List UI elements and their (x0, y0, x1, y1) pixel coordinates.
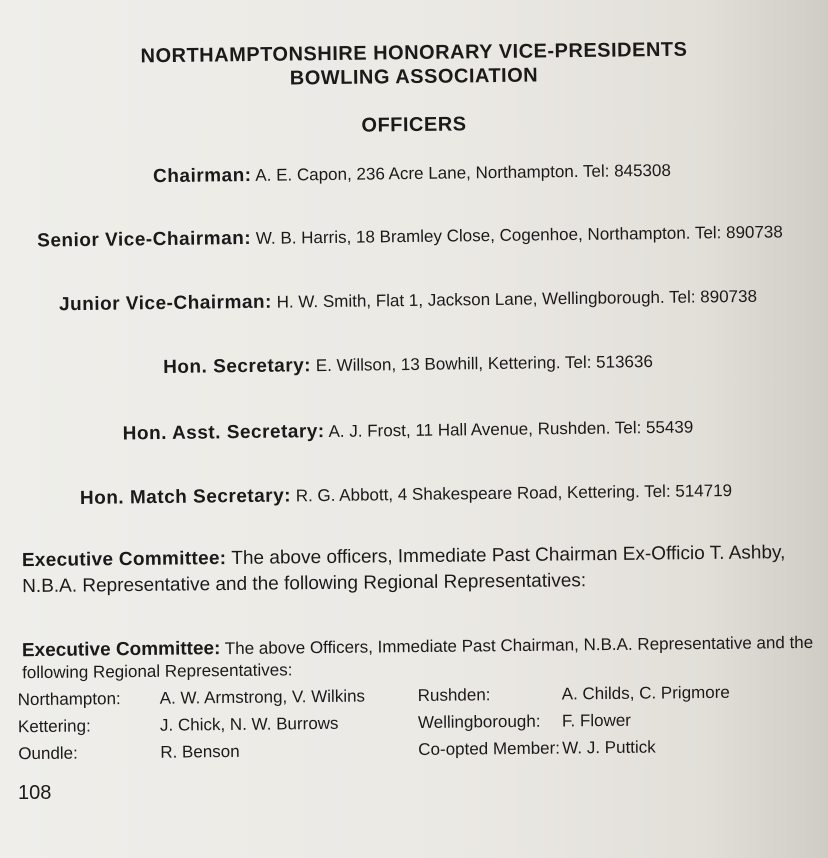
executive-committee-new (22, 540, 813, 600)
representative-names: J. Chick, N. W. Burrows (159, 713, 339, 735)
representative-names: F. Flower (561, 710, 632, 731)
representative-names: A. Childs, C. Prigmore (561, 682, 730, 704)
executive-committee-text: The above Officers, Immediate Past Chairman, N.B.A. Representative and the following Regional Representatives: (22, 632, 814, 683)
officer-details: H. W. Smith, Flat 1, Jackson Lane, Wellingborough. Tel: 890738 (276, 286, 758, 312)
region-label: Kettering: (17, 716, 91, 737)
officer-role: Hon. Secretary: (163, 355, 312, 378)
officer-role: Junior Vice-Chairman: (58, 291, 273, 316)
executive-committee-label: Executive Committee: (21, 547, 227, 572)
officers-heading: OFFICERS (361, 113, 467, 137)
officer-hon-match-secretary (0, 479, 820, 511)
officer-chairman (0, 158, 826, 190)
representative-names: W. J. Puttick (562, 737, 656, 758)
officer-details: E. Willson, 13 Bowhill, Kettering. Tel: 513636 (315, 352, 653, 376)
executive-committee-text: The above officers, Immediate Past Chairman Ex-Officio T. Ashby, N.B.A. Representative and the following Regional Representatives: (22, 542, 786, 598)
page-number: 108 (18, 782, 52, 804)
officer-details: R. G. Abbott, 4 Shakespeare Road, Kettering. Tel: 514719 (295, 481, 733, 506)
officer-role: Hon. Match Secretary: (79, 485, 292, 509)
officer-junior-vice-chairman (0, 285, 822, 317)
executive-committee-old (22, 632, 822, 684)
officer-role: Senior Vice-Chairman: (37, 227, 252, 252)
region-label: Rushden: (417, 685, 491, 706)
officer-role: Chairman: (152, 164, 252, 188)
officer-details: A. J. Frost, 11 Hall Avenue, Rushden. Tel: 55439 (328, 417, 694, 441)
executive-committee-label: Executive Committee: (21, 638, 221, 662)
officer-hon-asst-secretary (0, 415, 822, 447)
officer-role: Hon. Asst. Secretary: (122, 421, 325, 445)
association-title-line2: BOWLING ASSOCIATION (289, 64, 539, 90)
representative-names: R. Benson (160, 741, 240, 762)
association-title-line1: NORTHAMPTONSHIRE HONORARY VICE-PRESIDENTS (140, 38, 688, 68)
region-label: Oundle: (18, 743, 78, 764)
officer-senior-vice-chairman (0, 221, 824, 253)
representative-names: A. W. Armstrong, V. Wilkins (159, 686, 366, 708)
region-label: Northampton: (17, 689, 121, 710)
region-label: Co-opted Member: (418, 738, 561, 759)
region-label: Wellingborough: (417, 711, 541, 732)
officer-details: W. B. Harris, 18 Bramley Close, Cogenhoe, Northampton. Tel: 890738 (255, 222, 783, 248)
officer-hon-secretary (0, 349, 822, 381)
officer-details: A. E. Capon, 236 Acre Lane, Northampton. Tel: 845308 (255, 160, 671, 185)
regional-representatives (18, 682, 819, 771)
